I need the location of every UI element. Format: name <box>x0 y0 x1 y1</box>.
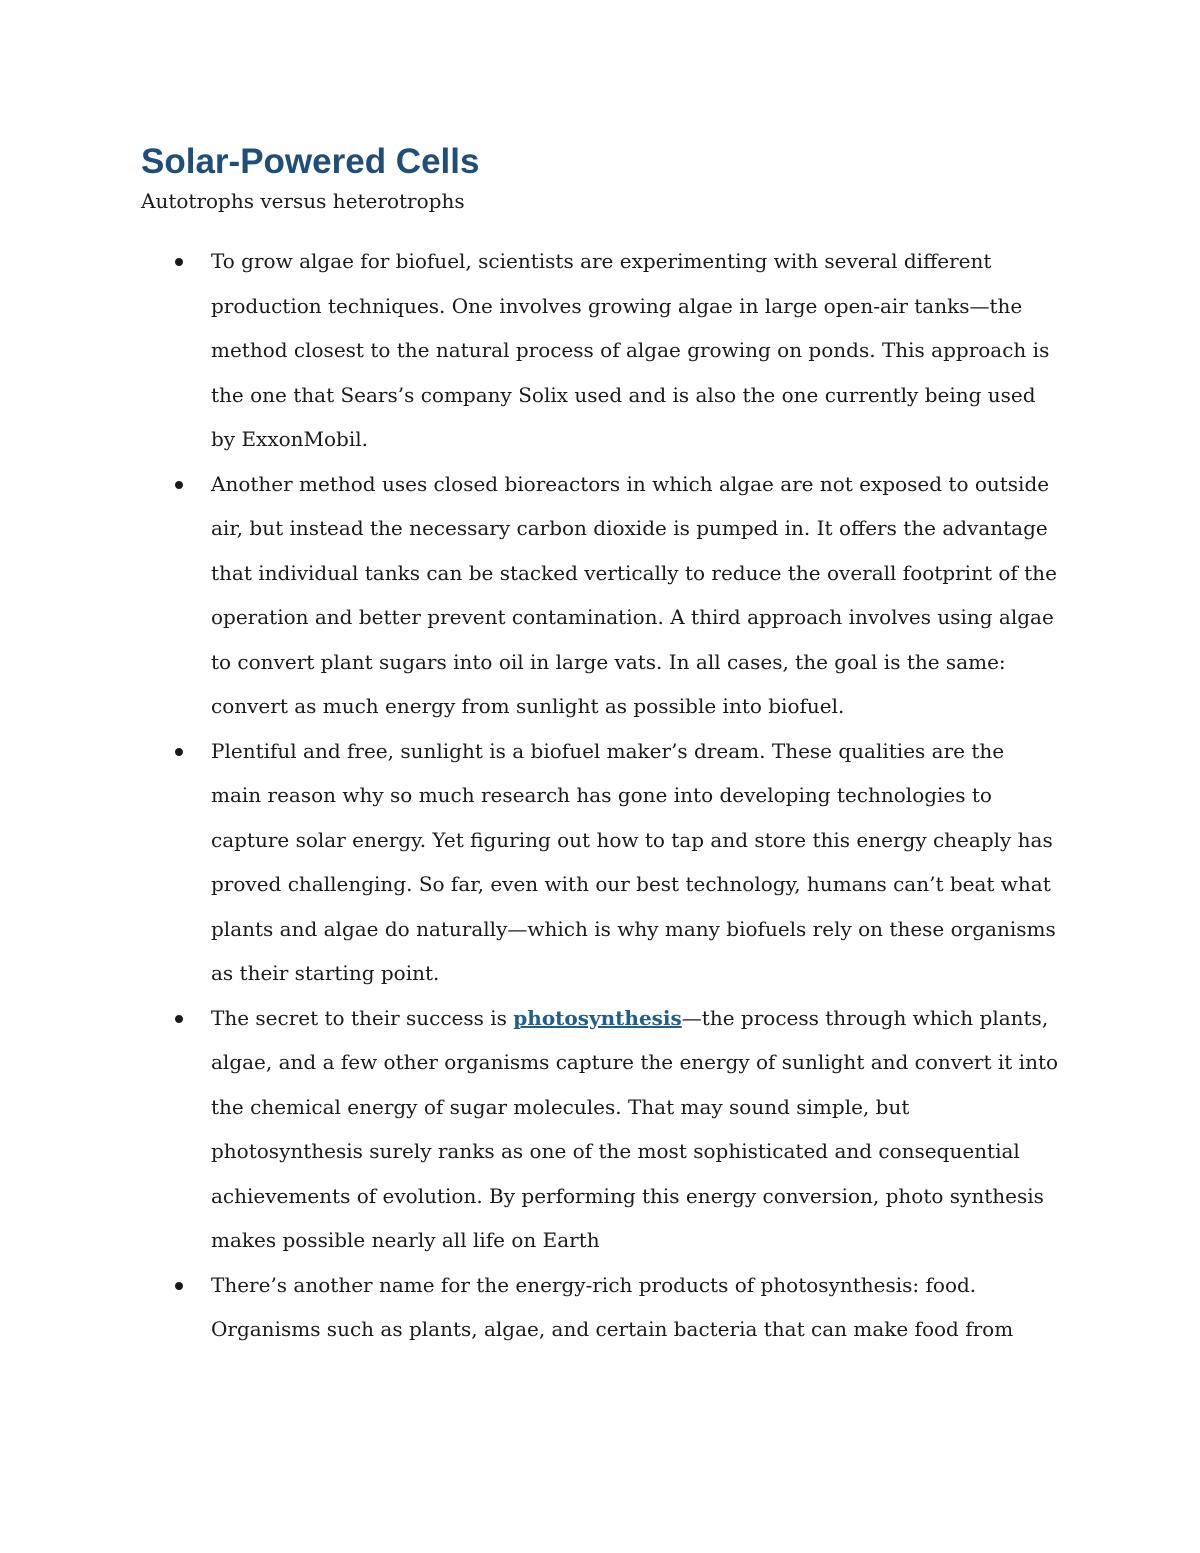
list-item-text-before-link: The secret to their success is <box>211 1005 514 1030</box>
bullet-icon <box>175 748 183 756</box>
list-item-text: Another method uses closed bioreactors in which algae are not exposed to outside air, but instead the necessary carbon dioxide is pumped in. It offers the advantage that individual tanks can be stacked vertically to reduce the overall footprint of the operation and better prevent contamination. A third approach involves using algae to convert plant sugars into oil in large vats. In all cases, the goal is the same: convert as much energy from sunlight as possible into biofuel. <box>211 471 1057 718</box>
bullet-icon <box>175 1015 183 1023</box>
list-item <box>211 1263 1059 1352</box>
bullet-icon <box>175 1282 183 1290</box>
bullet-icon <box>175 481 183 489</box>
list-item <box>211 239 1059 462</box>
list-item <box>211 462 1059 729</box>
list-item <box>211 729 1059 996</box>
list-item-text: To grow algae for biofuel, scientists are experimenting with several different production techniques. One involves growing algae in large open-air tanks—the method closest to the natural process of algae growing on ponds. This approach is the one that Sears’s company Solix used and is also the one currently being used by ExxonMobil. <box>211 249 1050 451</box>
list-item <box>211 996 1059 1263</box>
photosynthesis-link[interactable]: photosynthesis <box>513 1005 682 1030</box>
bullet-list <box>211 239 1059 1352</box>
list-item-text-after-link: —the process through which plants, algae, and a few other organisms capture the energy of sunlight and convert it into the chemical energy of sugar molecules. That may sound simple, but photosynthesis surely ranks as one of the most sophisticated and consequential achievements of evolution. By performing this energy conversion, photo synthesis makes possible nearly all life on Earth <box>211 1005 1059 1252</box>
list-item-text: Plentiful and free, sunlight is a biofuel maker’s dream. These qualities are the main reason why so much research has gone into developing technologies to capture solar energy. Yet figuring out how to tap and store this energy cheaply has proved challenging. So far, even with our best technology, humans can’t beat what plants and algae do naturally—which is why many biofuels rely on these organisms as their starting point. <box>211 738 1056 985</box>
page-title: Solar-Powered Cells <box>141 142 480 181</box>
bullet-icon <box>175 258 183 266</box>
list-item-text: There’s another name for the energy-rich products of photosynthesis: food. Organisms such as plants, algae, and certain bacteria that can make food from <box>211 1272 1014 1341</box>
page-subtitle: Autotrophs versus heterotrophs <box>141 189 465 213</box>
